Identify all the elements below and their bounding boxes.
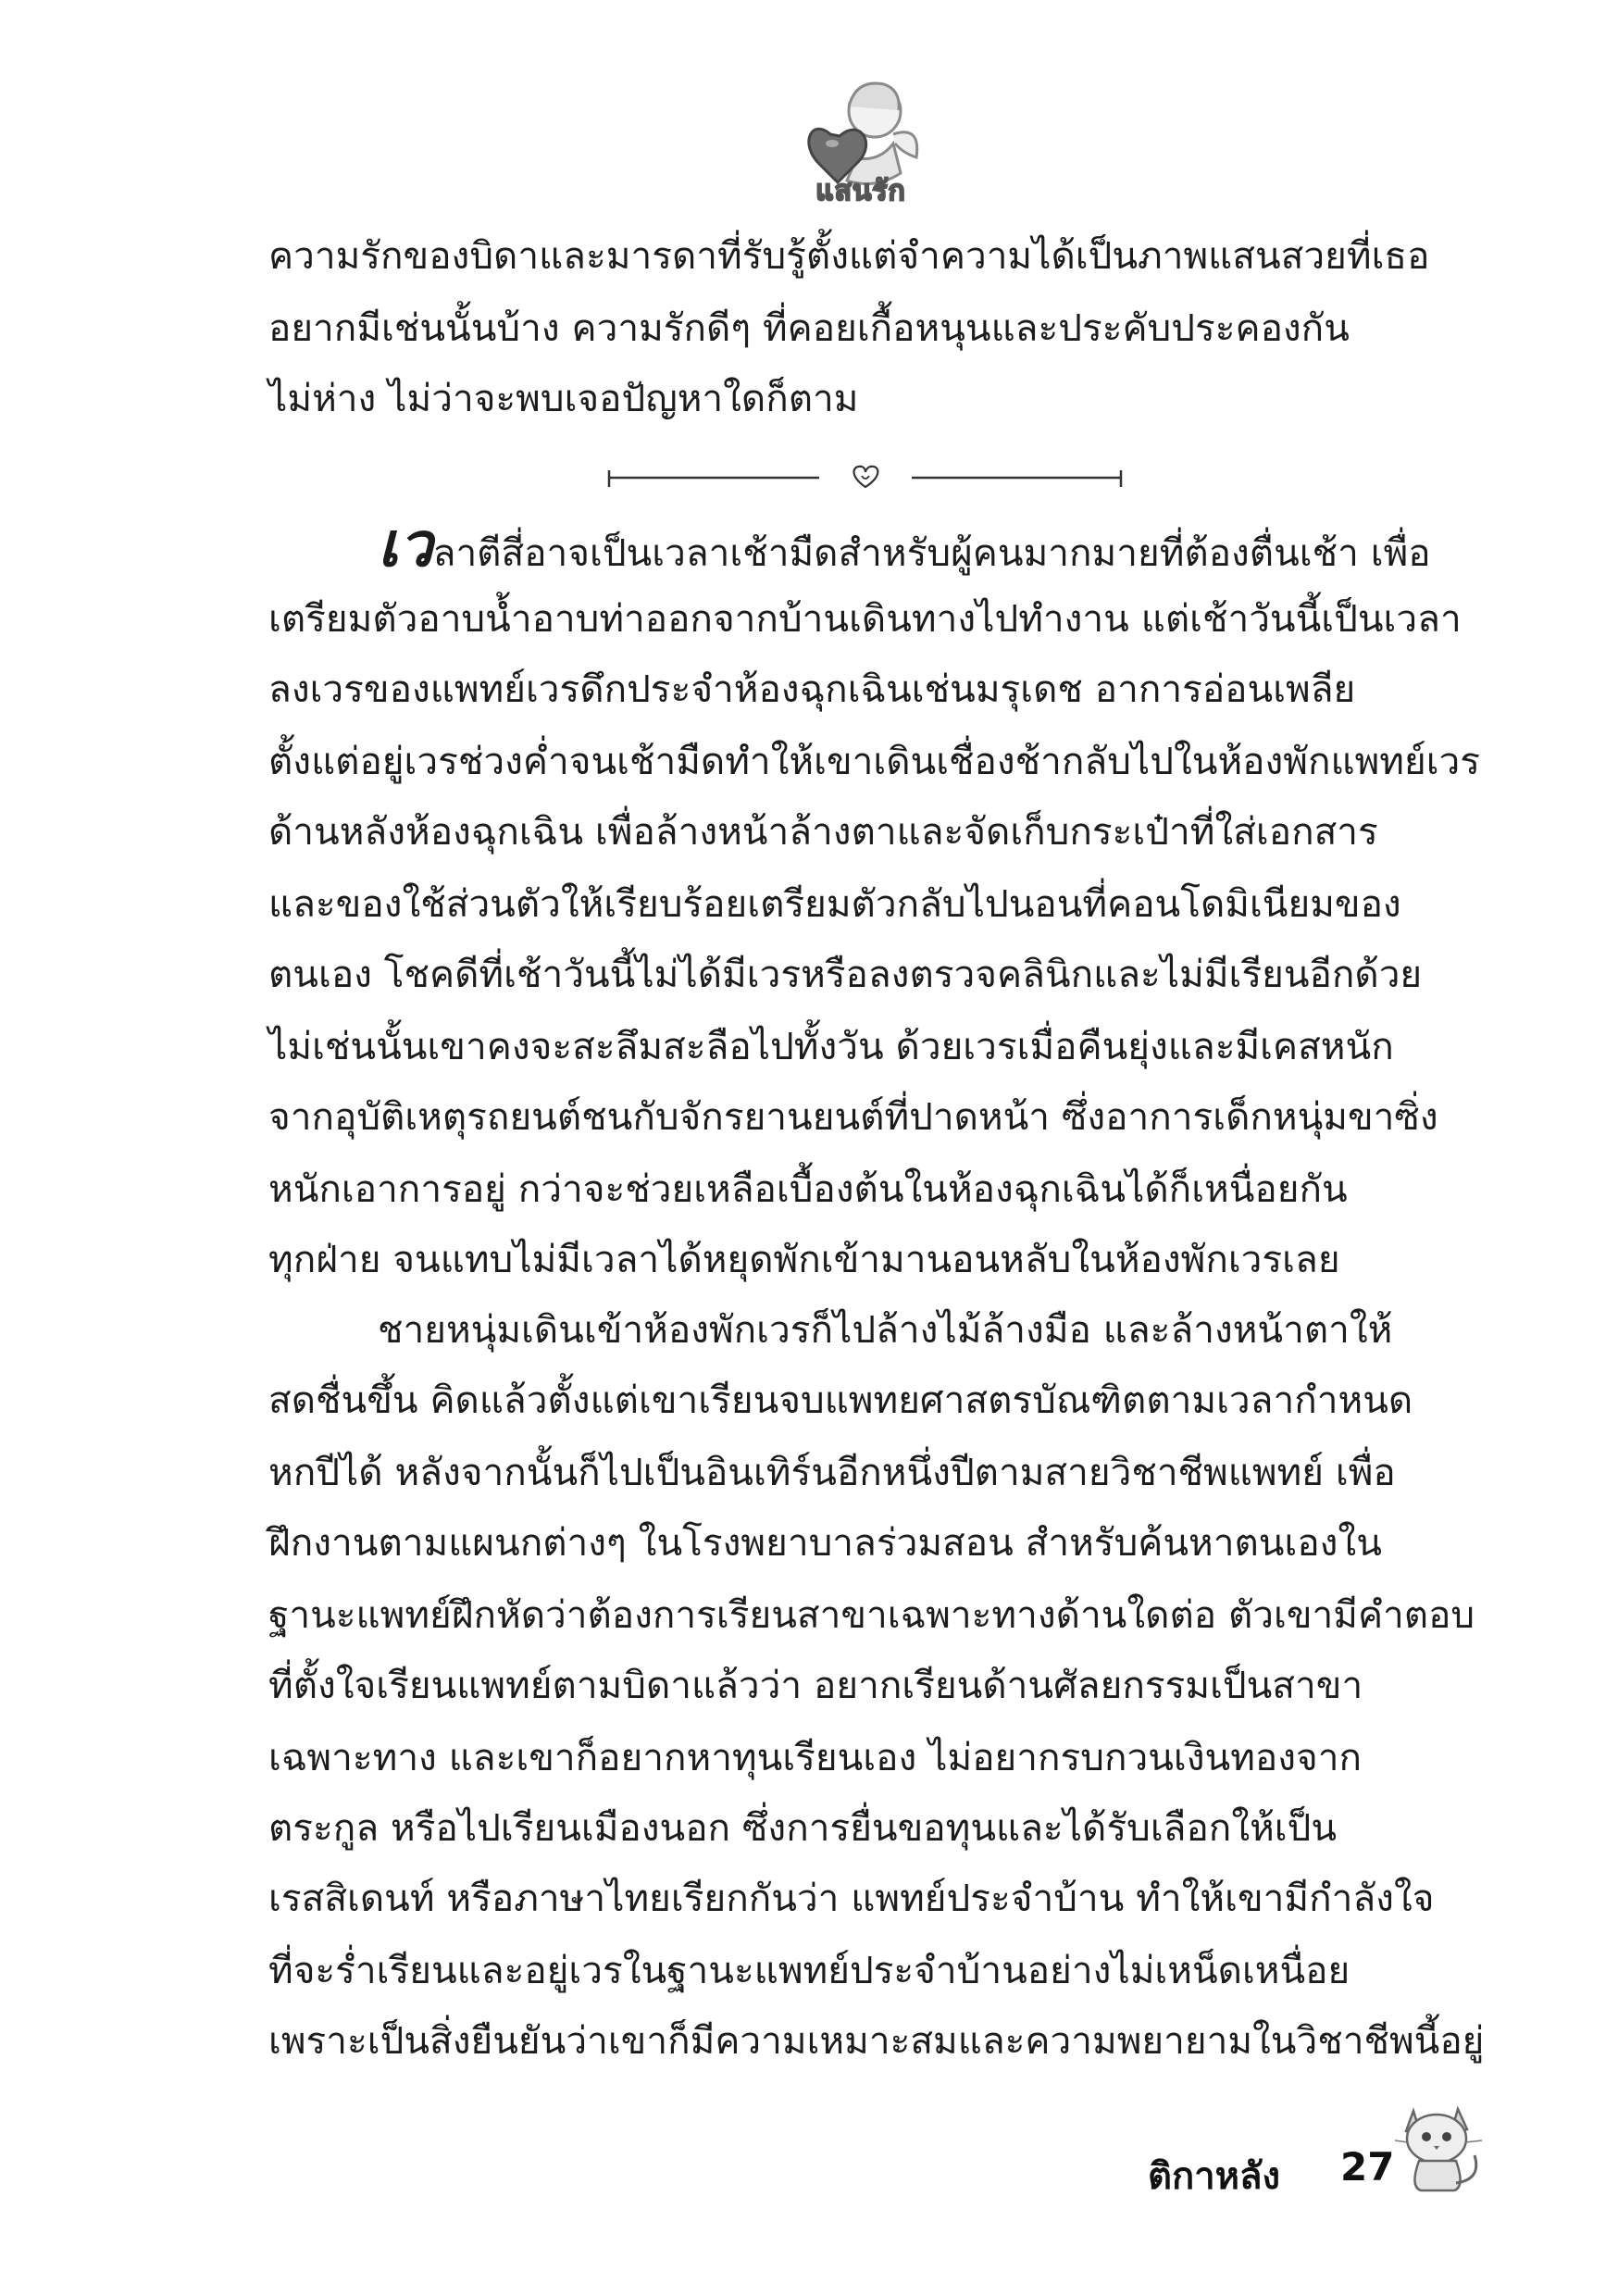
text-line: ไม่เช่นนั้นเขาคงจะสะลึมสะลือไปทั้งวัน ด้วยเวรเมื่อคืนยุ่งและมีเคสหนัก <box>268 1024 1394 1068</box>
text-line: ที่จะร่ำเรียนและอยู่เวรในฐานะแพทย์ประจำบ้านอย่างไม่เหน็ดเหนื่อย <box>268 1948 1350 1992</box>
text-line: ไม่ห่าง ไม่ว่าจะพบเจอปัญหาใดก็ตาม <box>268 376 859 420</box>
text-line: ฐานะแพทย์ฝึกหัดว่าต้องการเรียนสาขาเฉพาะทางด้านใดต่อ ตัวเขามีคำตอบ <box>268 1592 1475 1637</box>
text-line: อยากมีเช่นนั้นบ้าง ความรักดีๆ ที่คอยเกื้อหนุนและประคับประคองกัน <box>268 306 1350 350</box>
text-line: ตนเอง โชคดีที่เช้าวันนี้ไม่ได้มีเวรหรือลงตรวจคลินิกและไม่มีเรียนอีกด้วย <box>268 952 1423 996</box>
text-line: ลาตีสี่อาจเป็นเวลาเช้ามืดสำหรับผู้คนมากมายที่ต้องตื่นเช้า เพื่อ <box>432 530 1431 575</box>
text-line: เฉพาะทาง และเขาก็อยากหาทุนเรียนเอง ไม่อยากรบกวนเงินทองจาก <box>268 1735 1363 1779</box>
footer-book-title: ติกาหลัง <box>1148 2155 1281 2198</box>
text-line: และของใช้ส่วนตัวให้เรียบร้อยเตรียมตัวกลับไปนอนที่คอนโดมิเนียมของ <box>268 881 1401 926</box>
text-line: เรสสิเดนท์ หรือภาษาไทยเรียกกันว่า แพทย์ประจำบ้าน ทำให้เขามีกำลังใจ <box>268 1876 1435 1920</box>
text-line: ชายหนุ่มเดินเข้าห้องพักเวรก็ไปล้างไม้ล้างมือ และล้างหน้าตาให้ <box>378 1307 1393 1352</box>
text-line: ลงเวรของแพทย์เวรดึกประจำห้องฉุกเฉินเช่นมรุเดช อาการอ่อนเพลีย <box>268 667 1356 711</box>
text-line: เตรียมตัวอาบน้ำอาบท่าออกจากบ้านเดินทางไปทำงาน แต่เช้าวันนี้เป็นเวลา <box>268 596 1462 641</box>
page-number: 27 <box>1340 2144 1395 2190</box>
heart-ornament-icon <box>606 459 1125 496</box>
drop-cap: เว <box>378 508 433 580</box>
cat-icon <box>1393 2094 1486 2196</box>
text-line: ที่ตั้งใจเรียนแพทย์ตามบิดาแล้วว่า อยากเรียนด้านศัลยกรรมเป็นสาขา <box>268 1663 1363 1707</box>
logo-text: แสนรัก <box>815 175 906 207</box>
text-line: ความรักของบิดาและมารดาที่รับรู้ตั้งแต่จำความได้เป็นภาพแสนสวยที่เธอ <box>268 233 1430 278</box>
text-line: เพราะเป็นสิ่งยืนยันว่าเขาก็มีความเหมาะสมและความพยายามในวิชาชีพนี้อยู่ <box>268 2018 1485 2063</box>
text-line: ฝึกงานตามแผนกต่างๆ ในโรงพยาบาลร่วมสอน สำหรับค้นหาตนเองใน <box>268 1520 1382 1565</box>
text-line: หนักเอาการอยู่ กว่าจะช่วยเหลือเบื้องต้นในห้องฉุกเฉินได้ก็เหนื่อยกัน <box>268 1167 1348 1211</box>
text-line: ทุกฝ่าย จนแทบไม่มีเวลาได้หยุดพักเข้ามานอนหลับในห้องพักเวรเลย <box>268 1237 1340 1281</box>
text-line: ด้านหลังห้องฉุกเฉิน เพื่อล้างหน้าล้างตาและจัดเก็บกระเป๋าที่ใส่เอกสาร <box>268 809 1378 854</box>
text-line-first <box>378 508 1451 582</box>
text-line: สดชื่นขึ้น คิดแล้วตั้งแต่เขาเรียนจบแพทยศาสตรบัณฑิตตามเวลากำหนด <box>268 1378 1413 1422</box>
text-line: หกปีได้ หลังจากนั้นก็ไปเป็นอินเทิร์นอีกหนึ่งปีตามสายวิชาชีพแพทย์ เพื่อ <box>268 1450 1396 1494</box>
text-line: ตระกูล หรือไปเรียนเมืองนอก ซึ่งการยื่นขอทุนและได้รับเลือกให้เป็น <box>268 1805 1338 1850</box>
text-line: ตั้งแต่อยู่เวรช่วงค่ำจนเช้ามืดทำให้เขาเดินเชื่องช้ากลับไปในห้องพักแพทย์เวร <box>268 739 1481 783</box>
text-line: จากอุบัติเหตุรถยนต์ชนกับจักรยานยนต์ที่ปาดหน้า ซึ่งอาการเด็กหนุ่มขาซิ่ง <box>268 1094 1438 1139</box>
